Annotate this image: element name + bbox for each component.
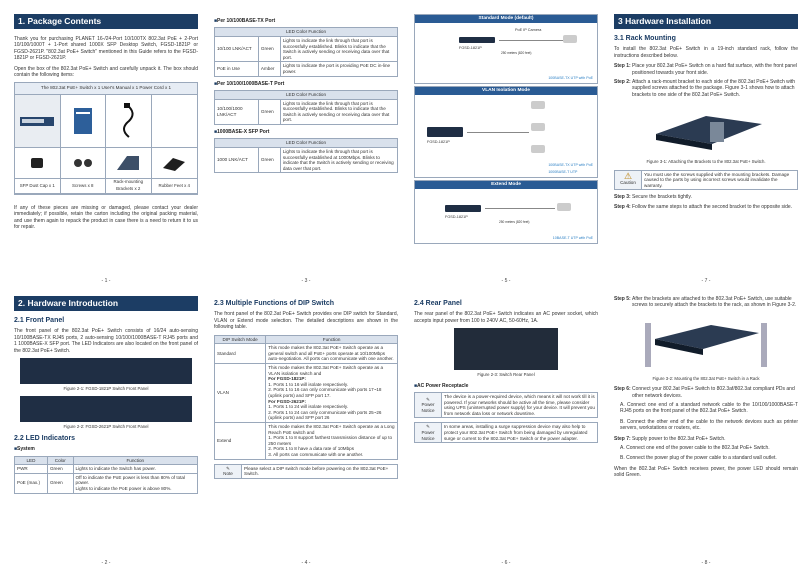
section-title: 2.2 LED Indicators xyxy=(14,434,76,442)
diagram-title: Extend Mode xyxy=(415,181,597,189)
substep: B. Connect the power plug of the power cable to a standard wall outlet. xyxy=(620,455,777,462)
camera-icon xyxy=(531,145,545,153)
step: Step 7: Supply power to the 802.3at PoE+ Switch. xyxy=(614,435,726,442)
power-cord-image xyxy=(106,95,152,148)
page-3 xyxy=(214,14,398,284)
paragraph: Thank you for purchasing PLANET 16-/24-Port 10/100TX 802.3at PoE + 2-Port 10/100/1000T + 1-Port shared 1000X SFP Desktop Switch, FGSD-1821P or FGSD-2621P. "802.3at PoE+ Switch" mentioned in this Guide refers to the FGSD-1821P or FGSD-2621P. xyxy=(14,36,198,62)
substep: B. Connect the other end of the cable to the network devices such as printer servers, workstations or routers, etc. xyxy=(620,418,798,432)
dip-switch-table: DIP Switch Mode Function Standard This mode makes the 802.3at PoE+ Switch operate as a general switch and all PoE+ ports operate at 10/100Mbps auto-negotiation. All ports can communicate with one another. VLAN This mode makes the 802.3at PoE+ Switch operate as a VLAN isolation switch and For FGSD-1821P: 1. Ports 1 to 16 will isolate respectively. 2. Ports 1 to 16 can only communicate with ports 17~18 (uplink ports) and SFP port 17. For FGSD-2621P: 1. Ports 1 to 24 will isolate respectively. 2. Ports 1 to 24 can only communicate with ports 25~26 (uplink ports) and SFP port 26 Extend This mode makes the 802.3at PoE+ Switch operate as a Long Reach PoE switch and 1. Ports 1 to 8 support farthest transmission distance of up to 250 meters 2. Ports 1 to 8 have a data rate of 10Mbps 3. All ports can communicate with one another. xyxy=(214,335,398,460)
page-number: - 7 - xyxy=(701,277,711,284)
substep: A. Connect one end of a standard network cable to the 10/100/1000BASE-T RJ45 ports on the front panel of the 802.3at PoE+ Switch. xyxy=(620,402,798,415)
power-notice-box: ✎ Power Notice The device is a power-required device, which means it will not work till it is powered. If your networks should be active all the time, please consider using UPS (uninterrupted power supply) for your device. It will prevent you from network data loss or network downtime. xyxy=(414,392,598,418)
page-8 xyxy=(614,296,798,566)
legend: 100BASE-TX UTP with PoE xyxy=(548,75,593,80)
step: Step 2: Attach a rack-mount bracket to each side of the 802.3at PoE+ Switch with supplied screws attached to the package. Figure 3-1 shows how to attach brackets to one side of the 802.3at PoE+ Switch. xyxy=(614,79,796,98)
section-heading: ■ Per 10/100/1000BASE-T Port xyxy=(214,81,398,87)
camera-icon xyxy=(531,123,545,131)
vlan-mode-diagram xyxy=(414,86,598,178)
switch-shape xyxy=(445,205,481,212)
paragraph: The front panel of the 802.3at PoE+ Switch consists of 16/24 auto-sensing 10/100BASE-TX RJ45 ports, 2 auto-sensing 10/100/1000BASE-T RJ45 ports and 1 1000BASE-X SFP port. The LED Indicators are also located on the front panel of the 802.3at PoE+ Switch. xyxy=(14,328,198,354)
sfp-cap-image xyxy=(15,148,61,179)
section-title: 2.4 Rear Panel xyxy=(414,300,462,307)
bracket-figure xyxy=(614,101,798,157)
led-table-tx xyxy=(214,27,398,76)
paragraph: Open the box of the 802.3at PoE+ Switch and carefully unpack it. The box should contain the following items: xyxy=(14,65,198,79)
figure-caption: Figure 2-3: Switch Rear Panel xyxy=(477,372,535,378)
page-7 xyxy=(614,14,798,284)
switch-bracket-illustration xyxy=(646,104,766,154)
step: Step 1: Place your 802.3at PoE+ Switch on a hard flat surface, with the front panel positioned towards your front side. xyxy=(614,63,797,76)
table-row: 10/100 LNK/ACT Green Lights to indicate the link through that port is successfully established. Blinks to indicate that the Switch is actively sending or receiving data over that port. xyxy=(215,37,398,62)
front-panel-2621p-image xyxy=(20,396,192,422)
page-number: - 8 - xyxy=(701,559,711,566)
paragraph: The front panel of the 802.3at PoE+ Switch provides one DIP switch for Standard, VLAN or Extend mode selection. The detailed descriptions are shown in the following table. xyxy=(214,311,398,331)
table-row: PWR Green Lights to indicate the Switch has power. xyxy=(15,465,198,474)
page-header: 3 Hardware Installation xyxy=(614,14,798,29)
distance-label: 250 meters (820 feet) xyxy=(501,51,532,55)
table-row: VLAN This mode makes the 802.3at PoE+ Switch operate as a VLAN isolation switch and For FGSD-1821P: 1. Ports 1 to 16 will isolate respectively. 2. Ports 1 to 16 can only communicate with ports 17~18 (uplink ports) and SFP port 17. For FGSD-2621P: 1. Ports 1 to 24 will isolate respectively. 2. Ports 1 to 24 can only communicate with ports 25~26 (uplink ports) and SFP port 26 xyxy=(215,364,398,423)
screws-image xyxy=(61,148,107,179)
table-title: LED Color Function xyxy=(215,90,398,99)
camera-icon xyxy=(557,203,571,211)
item-label: Screws x 8 xyxy=(61,179,107,194)
diagram-title: VLAN Isolation Mode xyxy=(415,87,597,95)
section-title: 2.1 Front Panel xyxy=(14,317,65,324)
package-box-title: The 802.3at PoE+ Switch x 1 User's Manual x 1 Power Cord x 1 xyxy=(14,82,198,94)
page-4 xyxy=(214,296,398,566)
camera-icon xyxy=(563,35,577,43)
legend: 10BASE-T UTP with PoE xyxy=(552,235,593,240)
switch-shape xyxy=(459,37,495,43)
rack-figure xyxy=(614,312,798,374)
led-table-sfp xyxy=(214,138,398,173)
note-icon: ✎ xyxy=(226,465,230,471)
note-box: ✎ Note Please select a DIP switch mode before powering on the 802.3at PoE+ Switch. xyxy=(214,464,398,479)
item-label: Rack-mounting Brackets x 2 xyxy=(106,179,152,194)
camera-label: PoE IP Camera xyxy=(515,28,542,32)
step: Step 5: After the brackets are attached to the 802.3at PoE+ Switch, use suitable screws to securely attach the brackets to the rack, as shown in Figure 3-2. xyxy=(614,296,797,309)
rack-illustration xyxy=(641,315,771,371)
device-label: FGSD-1821P xyxy=(445,215,468,219)
table-row: PoE in Use Amber Lights to indicate the port is providing PoE DC in-line power. xyxy=(215,62,398,76)
warning-icon: ⚠ xyxy=(623,171,633,182)
switch-image xyxy=(15,95,61,148)
section-heading: ■ 1000BASE-X SFP Port xyxy=(214,129,398,135)
rubber-feet-image xyxy=(152,148,198,179)
notice-icon: ✎ xyxy=(426,424,430,430)
device-label: FGSD-1821P xyxy=(459,46,482,50)
table-title: LED Color Function xyxy=(215,139,398,148)
paragraph: If any of these pieces are missing or damaged, please contact your dealer immediately; if possible, retain the carton including the original packing material, and use them again to repack the product in case there is a need to return it to us for repair. xyxy=(14,204,198,231)
legend: 100BASE-TX UTP with PoE 1000BASE-T UTP xyxy=(548,163,593,174)
rear-panel-image xyxy=(454,328,558,370)
table-row: 1000 LNK/ACT Green Lights to indicate the link through that port is successfully established at 1000Mbps. Blinks to indicate that the Switch is actively sending or receiving data over that port. xyxy=(215,147,398,172)
page-number: - 5 - xyxy=(501,277,511,284)
paragraph: When the 802.3at PoE+ Switch receives power, the power LED should remain solid Green. xyxy=(614,465,798,479)
page-header: 1. Package Contents xyxy=(14,14,198,29)
package-grid xyxy=(14,95,198,195)
standard-mode-diagram xyxy=(414,14,598,84)
page-number: - 1 - xyxy=(101,277,111,284)
section-title: 2.3 Multiple Functions of DIP Switch xyxy=(214,300,335,307)
bracket-image xyxy=(106,148,152,179)
table-row: Standard This mode makes the 802.3at PoE+ Switch operate as a general switch and all PoE+ ports operate at 10/100Mbps auto-negotiation. All ports can communicate with one another. xyxy=(215,344,398,364)
figure-caption: Figure 2-2: FGSD-2621P Switch Front Panel xyxy=(63,424,149,430)
paragraph: To install the 802.3at PoE+ Switch in a 19-inch standard rack, follow the instructions described below. xyxy=(614,46,798,59)
manual-image xyxy=(61,95,107,148)
page-1 xyxy=(14,14,198,284)
section-title: 3.1 Rack Mounting xyxy=(614,35,676,42)
section-heading: ■ Per 10/100BASE-TX Port xyxy=(214,18,398,24)
table-row: 10/100/1000 LNK/ACT Green Lights to indicate the link through that port is successfully established. Blinks to indicate that the Switch is actively sending or receiving data over that port. xyxy=(215,99,398,124)
power-notice-box: ✎ Power Notice In some areas, installing a surge suppression device may also help to protect your 802.3at PoE+ Switch from being damaged by unregulated surge or current to the 802.3at PoE+ Switch or the power adapter. xyxy=(414,422,598,443)
step: Step 4: Follow the same steps to attach the second bracket to the opposite side. xyxy=(614,203,793,210)
page-number: - 6 - xyxy=(501,559,511,566)
device-label: FGSD-1821P xyxy=(427,140,450,144)
page-number: - 2 - xyxy=(101,559,111,566)
figure-caption: Figure 3-2: Mounting the 802.3at PoE+ Switch in a Rack xyxy=(652,375,760,381)
system-led-table: LED Color Function PWR Green Lights to indicate the Switch has power. PoE (max.) Green Off to indicate the PoE power is less than 80% of total power. Lights to indicate the PoE power is above 80%. xyxy=(14,456,198,494)
page-6 xyxy=(414,296,598,566)
figure-caption: Figure 3-1: Attaching the Brackets to the 802.3at PoE+ Switch. xyxy=(646,159,766,165)
table-row: PoE (max.) Green Off to indicate the PoE power is less than 80% of total power. Lights to indicate the PoE power is above 80%. xyxy=(15,473,198,493)
cable-line xyxy=(467,132,529,133)
step: Step 6: Connect your 802.3at PoE+ Switch to 802.3af/802.3at compliant PDs and other network devices. xyxy=(614,386,795,399)
substep: A. Connect one end of the power cable to the 802.3at PoE+ Switch. xyxy=(620,445,770,452)
extend-mode-diagram xyxy=(414,180,598,244)
subsection-heading: ■ AC Power Receptacle xyxy=(414,383,598,389)
page-2 xyxy=(14,296,198,566)
camera-icon xyxy=(531,101,545,109)
item-label: Rubber Feet x 4 xyxy=(152,179,198,194)
switch-shape xyxy=(427,127,463,137)
caution-box: ⚠ Caution You must use the screws supplied with the mounting brackets. Damage caused to the parts by using incorrect screws would invalidate the warranty. xyxy=(614,170,798,191)
cable-line xyxy=(499,40,563,41)
item-label: SFP Dust Cap x 1 xyxy=(15,179,61,194)
table-row: Extend This mode makes the 802.3at PoE+ Switch operate as a Long Reach PoE switch and 1. Ports 1 to 8 support farthest transmission distance of up to 250 meters 2. Ports 1 to 8 have a data rate of 10Mbps 3. All ports can communicate with one another. xyxy=(215,422,398,459)
notice-icon: ✎ xyxy=(426,396,430,402)
subsection-heading: ■ System xyxy=(14,446,198,452)
blank-cell xyxy=(152,95,198,148)
led-table-gbe xyxy=(214,90,398,125)
page-5 xyxy=(414,14,598,284)
page-number: - 4 - xyxy=(301,559,311,566)
distance-label: 250 meters (820 feet) xyxy=(499,220,530,224)
paragraph: The rear panel of the 802.3at PoE+ Switch indicates an AC power socket, which accepts input power from 100 to 240V AC, 50-60Hz, 1A. xyxy=(414,311,598,324)
figure-caption: Figure 2-1: FGSD-1821P Switch Front Panel xyxy=(63,386,149,392)
table-title: LED Color Function xyxy=(215,28,398,37)
cable-line xyxy=(485,208,555,209)
page-number: - 3 - xyxy=(301,277,311,284)
diagram-title: Standard Mode (default) xyxy=(415,15,597,23)
step: Step 3: Secure the brackets tightly. xyxy=(614,194,692,201)
page-header: 2. Hardware Introduction xyxy=(14,296,198,311)
front-panel-1821p-image xyxy=(20,358,192,384)
